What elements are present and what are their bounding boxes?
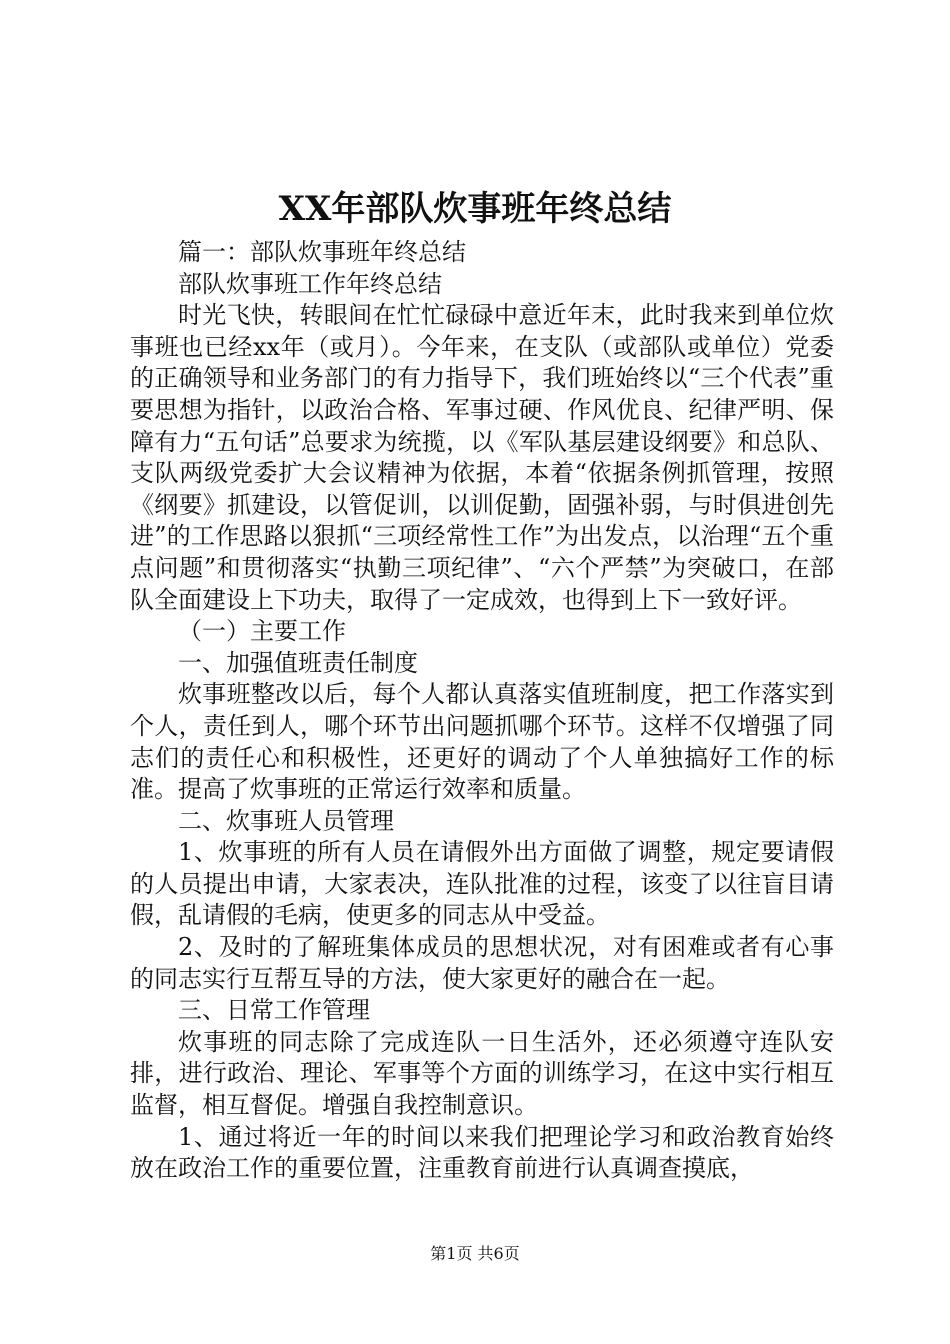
section-heading: （一）主要工作 [178,617,346,646]
body-paragraph: 部队炊事班工作年终总结 [178,269,442,298]
body-paragraph: 篇一：部队炊事班年终总结 [178,238,466,266]
body-paragraph: 炊事班的同志除了完成连队一日生活外，还必须遵守连队安排，进行政治、理论、军事等个方面的训练学习，在这中实行相互监督，相互督促。增强自我控制意识。 [130,1027,834,1120]
document-body [130,237,834,1185]
body-paragraph: 1、通过将近一年的时间以来我们把理论学习和政治教育始终放在政治工作的重要位置，注重教育前进行认真调查摸底， [130,1122,834,1183]
body-paragraph: 2、及时的了解班集体成员的思想状况，对有困难或者有心事的同志实行互帮互导的方法，使大家更好的融合在一起。 [130,933,834,993]
section-heading: 一、加强值班责任制度 [178,648,418,677]
body-paragraph: 1、炊事班的所有人员在请假外出方面做了调整，规定要请假的人员提出申请，大家表决，连队批准的过程，该变了以往盲目请假，乱请假的毛病，使更多的同志从中受益。 [130,838,834,930]
document-title: XX年部队炊事班年终总结 [278,189,672,229]
section-heading: 二、炊事班人员管理 [178,806,394,835]
section-heading: 三、日常工作管理 [178,996,370,1025]
page-footer: 第1页 共6页 [430,1244,520,1263]
body-paragraph: 时光飞快，转眼间在忙忙碌碌中意近年末，此时我来到单位炊事班也已经xx年（或月）。今年来，在支队（或部队或单位）党委的正确领导和业务部门的有力指导下，我们班始终以“三个代表”重要思想为指针，以政治合格、军事过硬、作风优良、纪律严明、保障有力“五句话”总要求为统揽，以《军队基层建设纲要》和总队、支队两级党委扩大会议精神为依据，本着“依据条例抓管理，按照《纲要》抓建设，以管促训，以训促勤，固强补弱，与时俱进创先进”的工作思路以狠抓“三项经常性工作”为出发点，以治理“五个重点问题”和贯彻落实“执勤三项纪律”、“六个严禁”为突破口，在部队全面建设上下功夫，取得了一定成效，也得到上下一致好评。 [130,301,834,614]
body-paragraph: 炊事班整改以后，每个人都认真落实值班制度，把工作落实到个人，责任到人，哪个环节出问题抓哪个环节。这样不仅增强了同志们的责任心和积极性，还更好的调动了个人单独搞好工作的标准。提高了炊事班的正常运行效率和质量。 [130,680,834,804]
